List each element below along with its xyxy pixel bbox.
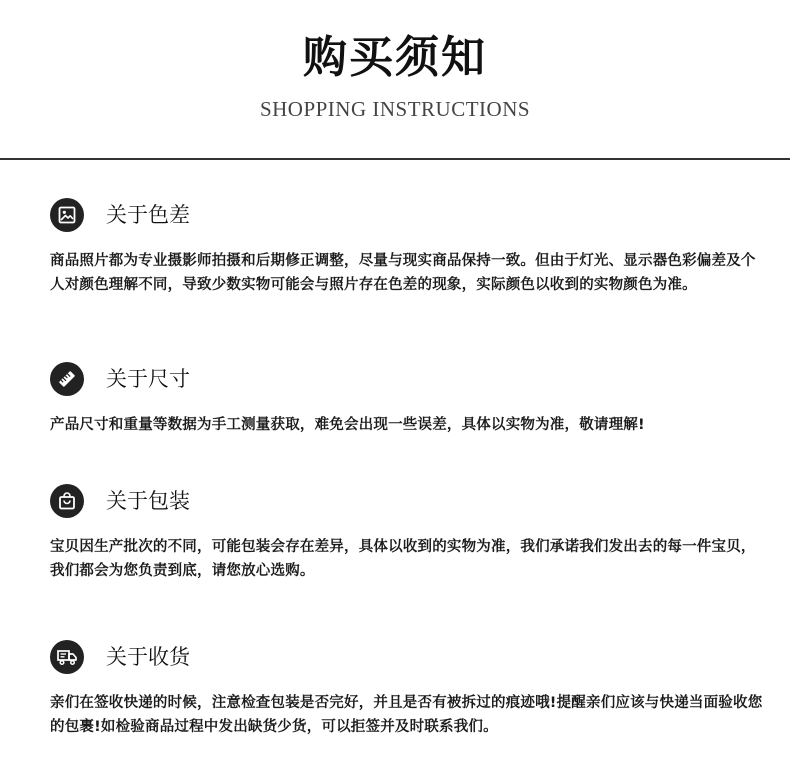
section-size <box>50 362 770 437</box>
section-body: 商品照片都为专业摄影师拍摄和后期修正调整，尽量与现实商品保持一致。但由于灯光、显示器色彩偏差及个人对颜色理解不同，导致少数实物可能会与照片存在色差的现象，实际颜色以收到的实物颜色为准。 <box>50 253 756 293</box>
section-header <box>50 640 770 674</box>
delivery-truck-icon <box>50 640 84 674</box>
image-icon <box>50 198 84 232</box>
section-body: 亲们在签收快递的时候，注意检查包装是否完好，并且是否有被拆过的痕迹哦!提醒亲们应该与快递当面验收您的包裹!如检验商品过程中发出缺货少货，可以拒签并及时联系我们。 <box>50 695 763 735</box>
section-header <box>50 484 770 518</box>
section-packaging <box>50 484 770 583</box>
section-receiving <box>50 640 770 739</box>
shopping-bag-icon <box>50 484 84 518</box>
section-header <box>50 362 770 396</box>
section-title: 关于色差 <box>106 203 190 227</box>
section-body: 宝贝因生产批次的不同，可能包装会存在差异，具体以收到的实物为准，我们承诺我们发出去的每一件宝贝，我们都会为您负责到底，请您放心选购。 <box>50 539 756 579</box>
header-divider <box>0 158 790 160</box>
section-title: 关于收货 <box>106 645 190 669</box>
ruler-icon <box>50 362 84 396</box>
section-body: 产品尺寸和重量等数据为手工测量获取，难免会出现一些误差，具体以实物为准，敬请理解! <box>50 417 645 433</box>
page-subtitle: SHOPPING INSTRUCTIONS <box>259 97 531 121</box>
section-title: 关于尺寸 <box>106 367 190 391</box>
section-title: 关于包装 <box>106 489 190 513</box>
section-header <box>50 198 770 232</box>
page-title: 购买须知 <box>303 32 487 83</box>
section-color-difference <box>50 198 770 297</box>
